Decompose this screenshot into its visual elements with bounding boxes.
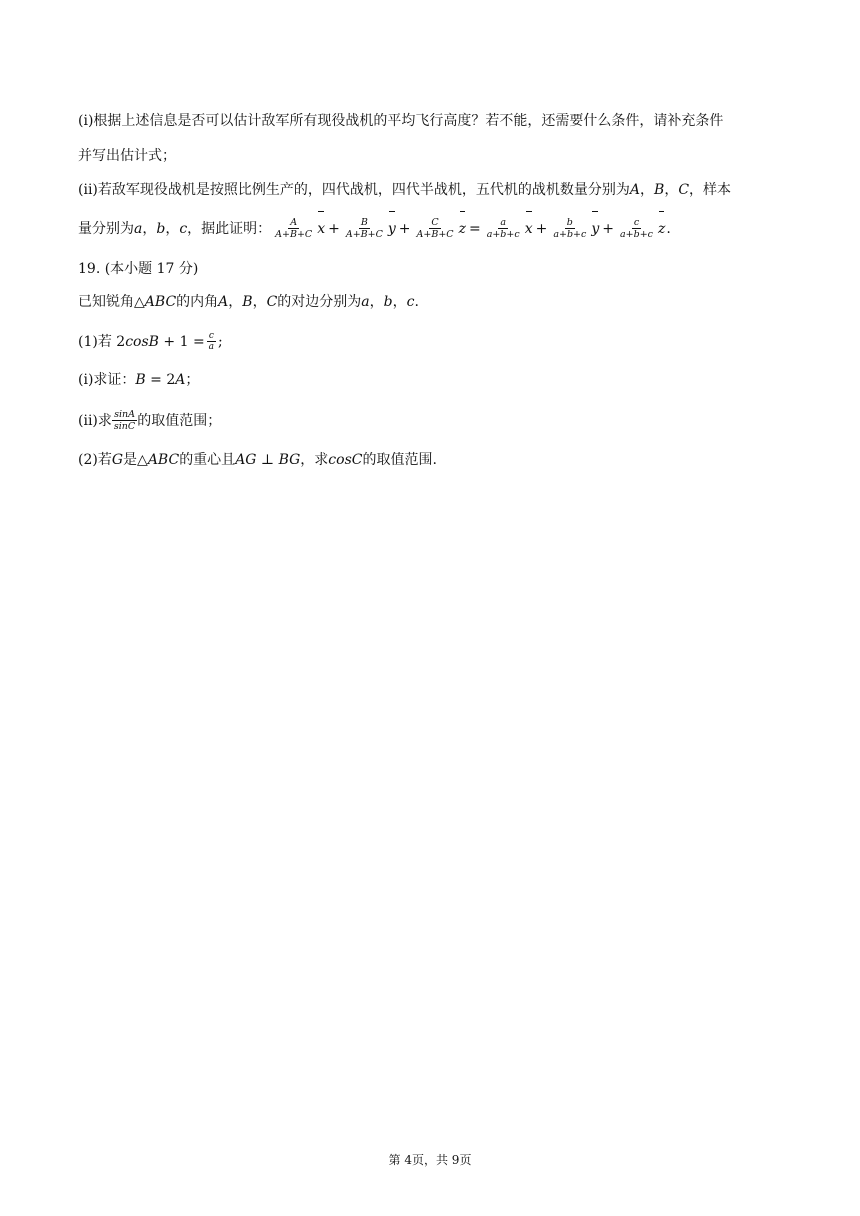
period: . — [414, 294, 419, 310]
separator: ， — [369, 294, 384, 310]
mean-z: z — [459, 214, 466, 244]
var-b: b — [383, 294, 393, 310]
q19-part-2-mid: 是△ — [123, 452, 148, 468]
q19-stem — [78, 292, 419, 312]
q18-part-ii-line2-mid: ，据此证明： — [187, 221, 272, 237]
fraction-denominator: sinC — [113, 420, 136, 432]
fraction-A — [273, 217, 314, 240]
q19-part-1 — [78, 328, 223, 356]
q19-part-2-mid2: 的重心且 — [179, 452, 236, 468]
separator: ， — [664, 182, 679, 198]
q19-part-2 — [78, 450, 437, 470]
var-C: C — [678, 182, 690, 198]
fraction-denominator: A+B+C — [416, 228, 454, 240]
fraction-denominator: a — [208, 341, 215, 352]
separator: ， — [640, 182, 655, 198]
fraction-B — [344, 217, 385, 240]
fraction-numerator: A — [290, 216, 298, 228]
segment-AG: AG — [235, 452, 257, 468]
q18-part-i-text: (i)根据上述信息是否可以估计敌军所有现役战机的平均飞行高度？若不能，还需要什么条件，请补充条件 — [78, 113, 724, 129]
period: . — [666, 221, 671, 237]
plus-sign: + — [602, 221, 614, 237]
separator: ， — [228, 294, 243, 310]
proof-formula — [271, 216, 671, 240]
fraction-numerator: b — [566, 216, 573, 228]
mean-y: y — [388, 214, 396, 244]
q18-part-ii-line2-prefix: 量分别为 — [78, 221, 134, 237]
separator: ， — [252, 294, 267, 310]
var-B: B — [654, 182, 665, 198]
separator: ， — [165, 221, 180, 237]
cos-B: cosB — [125, 334, 159, 350]
q19-stem-mid: 的内角 — [176, 294, 219, 310]
separator: ， — [392, 294, 407, 310]
var-G: G — [111, 452, 124, 468]
plus-sign: + — [398, 221, 411, 237]
fraction-denominator: A+B+C — [275, 228, 313, 240]
fraction-denominator: a+b+c — [486, 228, 520, 240]
mean-y: y — [591, 214, 599, 244]
equals-sign: = — [468, 221, 481, 237]
q19-part-1-mid: + 1 = — [158, 334, 205, 350]
separator: ， — [142, 221, 157, 237]
fraction-denominator: a+b+c — [553, 228, 587, 240]
fraction-sinA-over-sinC — [112, 409, 137, 432]
semicolon: ； — [185, 372, 200, 388]
var-c: c — [179, 221, 188, 237]
fraction-c — [618, 217, 655, 240]
fraction-numerator: c — [208, 330, 214, 341]
fraction-numerator: B — [360, 216, 368, 228]
plus-sign: + — [535, 221, 548, 237]
var-A: A — [629, 182, 641, 198]
triangle-ABC: ABC — [144, 294, 177, 310]
triangle-ABC: ABC — [147, 452, 180, 468]
q19-stem-mid2: 的对边分别为 — [277, 294, 362, 310]
var-a: a — [134, 221, 143, 237]
q19-part-2-prefix: (2)若 — [78, 452, 112, 468]
fraction-b — [551, 217, 588, 240]
q18-part-ii-prefix: (ii)若敌军现役战机是按照比例生产的，四代战机，四代半战机，五代机的战机数量分别为 — [78, 182, 630, 198]
q18-part-ii-line1 — [78, 180, 731, 200]
fraction-numerator: C — [431, 216, 439, 228]
var-a: a — [361, 294, 370, 310]
fraction-numerator: c — [633, 216, 640, 228]
fraction-numerator: a — [500, 216, 507, 228]
cos-C: cosC — [328, 452, 363, 468]
q19-part-ii-suffix: 的取值范围； — [137, 413, 222, 429]
fraction-numerator: sinA — [114, 408, 135, 420]
q19-part-i-prefix: (i)求证： — [78, 372, 136, 388]
fraction-a — [485, 217, 522, 240]
q19-part-ii — [78, 406, 221, 436]
q19-part-1-prefix: (1)若 2 — [78, 334, 126, 350]
q18-part-i-line1 — [78, 111, 723, 131]
q18-part-i-text-cont: 并写出估计式； — [78, 148, 176, 164]
plus-sign: + — [328, 221, 340, 237]
fraction-C — [415, 217, 456, 240]
fraction-c-over-a — [207, 331, 216, 352]
fraction-denominator: A+B+C — [345, 228, 383, 240]
q18-part-i-line2 — [78, 146, 176, 166]
q19-part-2-mid3: ，求 — [300, 452, 329, 468]
q18-part-ii-suffix: ，样本 — [689, 182, 732, 198]
q19-title: 19. (本小题 17 分) — [78, 261, 199, 277]
perpendicular-sign: ⊥ — [256, 452, 279, 468]
page-number: 第 4页，共 9页 — [388, 1153, 472, 1167]
semicolon: ; — [218, 334, 223, 350]
var-b: b — [156, 221, 166, 237]
var-c: c — [406, 294, 415, 310]
q19-part-ii-prefix: (ii)求 — [78, 413, 112, 429]
q19-part-i — [78, 370, 199, 390]
q18-part-ii-line2 — [78, 214, 671, 244]
q19-part-i-eq: = 2 — [145, 372, 176, 388]
q19-stem-prefix: 已知锐角△ — [78, 294, 145, 310]
q19-header — [78, 259, 198, 279]
var-A: A — [175, 372, 186, 388]
page-footer — [0, 1151, 860, 1168]
mean-z: z — [658, 214, 665, 244]
fraction-denominator: a+b+c — [619, 228, 653, 240]
var-B: B — [242, 294, 253, 310]
segment-BG: BG — [278, 452, 301, 468]
mean-x: x — [317, 214, 325, 244]
var-B: B — [135, 372, 146, 388]
mean-x: x — [525, 214, 533, 244]
q19-part-2-suffix: 的取值范围. — [362, 452, 437, 468]
var-C: C — [266, 294, 278, 310]
var-A: A — [218, 294, 229, 310]
